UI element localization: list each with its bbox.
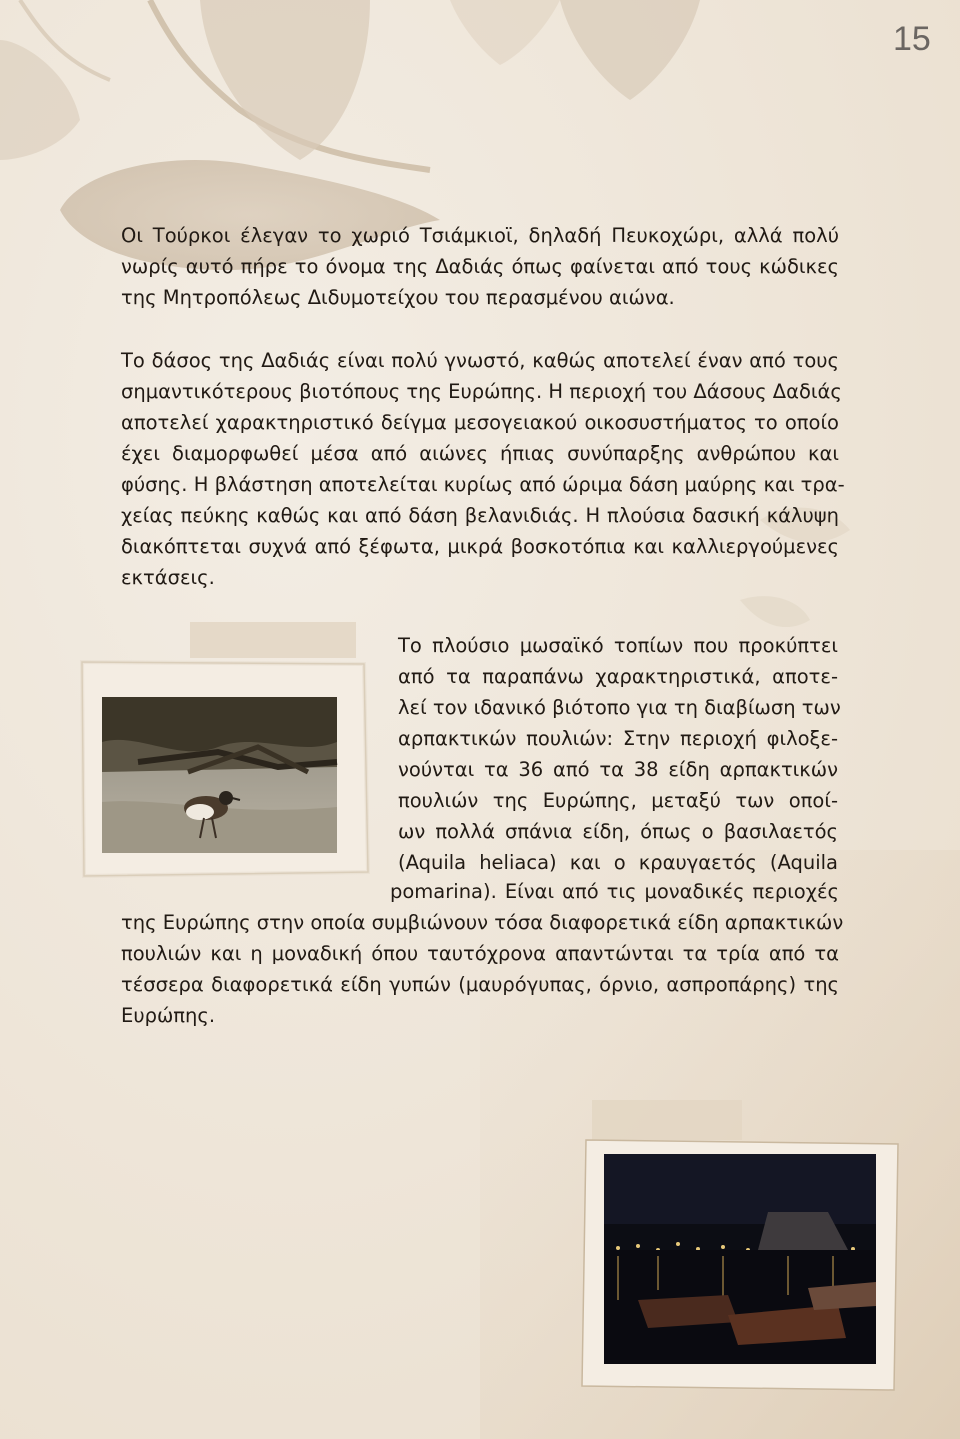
text-line: αρπακτικών πουλιών: Στην περιοχή φιλοξε-	[398, 727, 838, 750]
text-line: νούνται τα 36 από τα 38 είδη αρπακτικών	[398, 758, 838, 781]
text-line: (Aquila heliaca) και ο κραυγαετός (Aquila	[398, 851, 838, 874]
paragraph-birds-of-prey-continued	[121, 880, 844, 1031]
text-line: φύσης. Η βλάστηση αποτελείται κυρίως από ώριμα δάση μαύρης και τρα-	[121, 473, 845, 496]
text-line: pomarina). Είναι από τις μοναδικές περιοχές	[390, 880, 839, 903]
page-number: 15	[893, 20, 931, 58]
text-line: πουλιών και η μοναδική όπου ταυτόχρονα απαντώνται τα τρία από τα	[121, 942, 839, 965]
paragraph-forest	[121, 345, 845, 593]
text-line: σημαντικότερους βιοτόπους της Ευρώπης. Η περιοχή του Δάσους Δαδιάς	[121, 380, 842, 403]
bird-photo-frame	[78, 622, 378, 884]
text-line: Το πλούσιο μωσαϊκό τοπίων που προκύπτει	[398, 634, 838, 657]
text-line: Το δάσος της Δαδιάς είναι πολύ γνωστό, καθώς αποτελεί έναν από τους	[121, 349, 839, 372]
bird-photo	[102, 697, 337, 853]
text-line: τέσσερα διαφορετικά είδη γυπών (μαυρόγυπας, όρνιο, ασπροπάρης) της	[121, 973, 839, 996]
text-line: λεί τον ιδανικό βιότοπο για τη διαβίωση των	[398, 696, 841, 719]
paragraph-village-name	[121, 220, 839, 313]
harbor-night-photo	[604, 1154, 876, 1364]
text-line: χείας πεύκης καθώς και από δάση βελανιδιάς. Η πλούσια δασική κάλυψη	[121, 504, 839, 527]
text-line: της Μητροπόλεως Διδυμοτείχου του περασμένου αιώνα.	[121, 286, 675, 309]
text-line: της Ευρώπης στην οποία συμβιώνουν τόσα διαφορετικά είδη αρπακτικών	[121, 911, 844, 934]
text-line: από τα παραπάνω χαρακτηριστικά, αποτε-	[398, 665, 838, 688]
text-line: διακόπτεται συχνά από ξέφωτα, μικρά βοσκοτόπια και καλλιεργούμενες	[121, 535, 839, 558]
paragraph-birds-of-prey	[398, 630, 841, 878]
text-line: εκτάσεις.	[121, 566, 215, 589]
text-line: αποτελεί χαρακτηριστικό δείγμα μεσογειακού οικοσυστήματος το οποίο	[121, 411, 839, 434]
harbor-night-photo-frame	[578, 1100, 908, 1400]
text-line: πουλιών της Ευρώπης, μεταξύ των οποί-	[398, 789, 838, 812]
text-line: έχει διαμορφωθεί μέσα από αιώνες ήπιας συνύπαρξης ανθρώπου και	[121, 442, 839, 465]
text-line: Οι Τούρκοι έλεγαν το χωριό Τσιάμκιοϊ, δηλαδή Πευκοχώρι, αλλά πολύ	[121, 224, 839, 247]
text-line: ων πολλά σπάνια είδη, όπως ο βασιλαετός	[398, 820, 838, 843]
text-line: Ευρώπης.	[121, 1004, 216, 1027]
text-line: νωρίς αυτό πήρε το όνομα της Δαδιάς όπως φαίνεται από τους κώδικες	[121, 255, 839, 278]
